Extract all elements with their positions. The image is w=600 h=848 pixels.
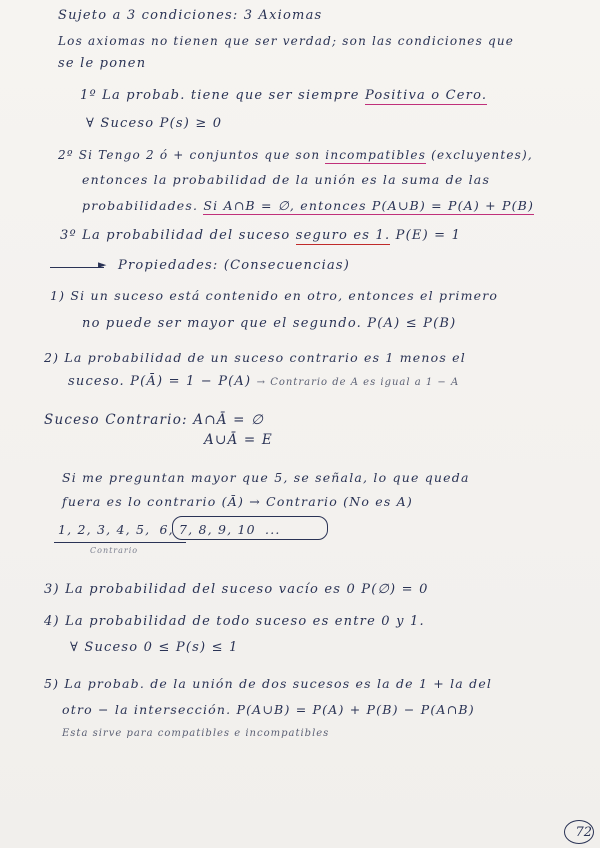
note-line-axiom-3 (60, 228, 461, 243)
circled-group-outline (172, 516, 328, 540)
note-line-axiom-2 (58, 148, 533, 162)
note-line-axioms-definition: Los axiomas no tienen que ser verdad; son las condiciones que (58, 34, 515, 48)
note-line-property-5-remark: Esta sirve para compatibles e incompatibles (62, 728, 330, 739)
note-line-axioms-definition-cont: se le ponen (58, 56, 147, 71)
axiom-2-text: 2º Si Tengo 2 ó + conjuntos que son (58, 148, 321, 162)
note-line-property-3: 3) La probabilidad del suceso vacío es 0 P(∅) = 0 (44, 582, 429, 597)
note-line-example: Si me preguntan mayor que 5, se señala, lo que queda (62, 470, 470, 485)
property-2-annotation: → Contrario de A es igual a 1 − A (256, 377, 460, 388)
axiom-1-text: 1º La probab. tiene que ser siempre (80, 88, 360, 103)
note-line-property-5: 5) La probab. de la unión de dos sucesos es la de 1 + la del (44, 676, 493, 691)
note-line-property-1: 1) Si un suceso está contenido en otro, entonces el primero (50, 288, 499, 303)
sequence-lead: 1, 2, 3, 4, 5, (58, 522, 151, 537)
note-line-axiom-1-formula: ∀ Suceso P(s) ≥ 0 (86, 116, 223, 131)
axiom-3-text: 3º La probabilidad del suceso (60, 228, 291, 243)
axiom-3-formula: P(E) = 1 (395, 228, 462, 243)
note-line-axiom-2-formula (82, 198, 534, 213)
note-line-property-2-cont (68, 374, 459, 389)
note-line-property-5-cont: otro − la intersección. P(A∪B) = P(A) + P(B) − P(A∩B) (62, 702, 475, 717)
axiom-3-highlight: seguro es 1. (295, 228, 391, 243)
note-line-axiom-2-cont: entonces la probabilidad de la unión es la suma de las (82, 172, 491, 187)
sequence-group-values: 6, 7, 8, 9, 10 (159, 522, 256, 537)
note-line-contrary-event-2: A∪Ā = E (204, 432, 273, 448)
axiom-2-tail: (excluyentes), (431, 148, 533, 162)
note-line-property-4: 4) La probabilidad de todo suceso es entre 0 y 1. (44, 614, 425, 629)
note-line-example-cont: fuera es lo contrario (Ā) → Contrario (No es A) (62, 494, 413, 509)
note-line-contrary-event-1: Suceso Contrario: A∩Ā = ∅ (44, 412, 265, 428)
note-line-axioms-title: Sujeto a 3 condiciones: 3 Axiomas (58, 8, 323, 23)
page-number: 72 (575, 825, 592, 840)
note-line-axiom-1 (80, 88, 487, 103)
notebook-page: Sujeto a 3 condiciones: 3 Axiomas Los axiomas no tienen que ser verdad; son las condiciones que se le ponen 1º La probab. tiene que ser siempre Positiva o Cero. ∀ Suceso P(s) ≥ 0 2º Si Tengo 2 ó + conjuntos que son incompatibles (excluyentes), entonces la probabilidad de la unión es la suma de las probabilidades. Si A∩B = ∅, entonces P(A∪B) = P(A) + P(B) 3º La probabilidad del suceso seguro es 1. P(E) = 1 ► Propiedades: (Consecuencias) 1) Si un suceso está contenido en otro, entonces el primero no puede ser mayor que el segundo. P(A) ≤ P(B) 2) La probabilidad de un suceso contrario es 1 menos el suceso. P(Ā) = 1 − P(A) → Contrario de A es igual a 1 − A Suceso Contrario: A∩Ā = ∅ A∪Ā = E Si me preguntan mayor que 5, se señala, lo que queda fuera es lo contrario (Ā) → Contrario (No es A) 1, 2, 3, 4, 5, 6, 7, 8, 9, 10 ... Contrario 3) La probabilidad del suceso vacío es 0 P(∅) = 0 4) La probabilidad de todo suceso es entre 0 y 1. ∀ Suceso 0 ≤ P(s) ≤ 1 5) La probab. de la unión de dos sucesos es la de 1 + la del otro − la intersección. P(A∪B) = P(A) + P(B) − P(A∩B) Esta sirve para compatibles e incompatibles 72 (0, 0, 600, 848)
property-2-formula: suceso. P(Ā) = 1 − P(A) (68, 374, 252, 389)
note-line-contrary-label: Contrario (90, 546, 139, 555)
axiom-2-formula-lead: probabilidades. (82, 198, 199, 213)
note-line-property-2: 2) La probabilidad de un suceso contrario es 1 menos el (44, 350, 466, 365)
note-line-property-1-cont: no puede ser mayor que el segundo. P(A) ≤ P(B) (82, 316, 457, 331)
note-line-property-4-formula: ∀ Suceso 0 ≤ P(s) ≤ 1 (70, 640, 239, 655)
axiom-2-formula-highlight: Si A∩B = ∅, entonces P(A∪B) = P(A) + P(B) (203, 198, 535, 213)
axiom-2-highlight: incompatibles (325, 148, 427, 162)
sequence-tail: ... (265, 522, 281, 537)
axiom-1-highlight: Positiva o Cero. (364, 88, 488, 103)
sequence-underline (54, 542, 186, 543)
note-line-properties-heading: Propiedades: (Consecuencias) (118, 258, 351, 273)
